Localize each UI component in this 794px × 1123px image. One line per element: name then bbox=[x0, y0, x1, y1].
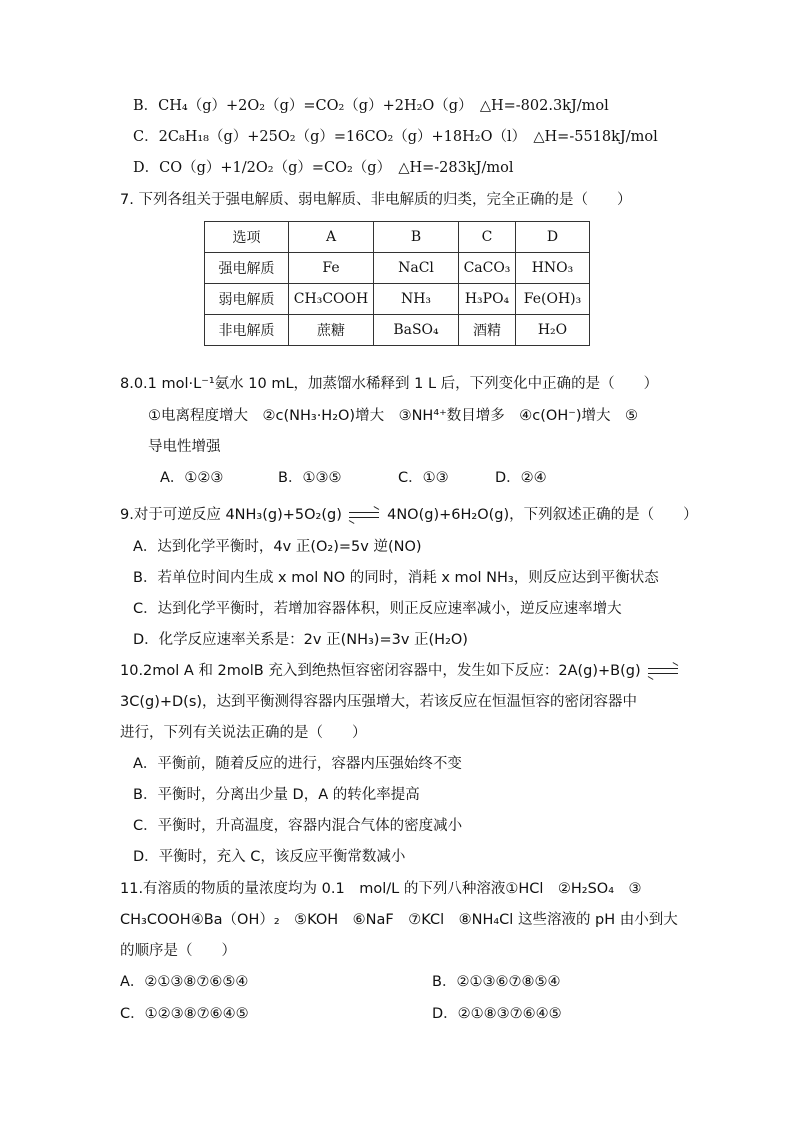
q8-stem: 8.0.1 mol·L⁻¹氨水 10 mL，加蒸馏水稀释到 1 L 后，下列变化中正确的是（ ） bbox=[120, 376, 659, 392]
q11-line3: 的顺序是（ ） bbox=[120, 943, 236, 959]
table-cell: 非电解质 bbox=[205, 315, 289, 346]
table-header-cell: D bbox=[516, 222, 590, 253]
q10-option-a: A．平衡前，随着反应的进行，容器内压强始终不变 bbox=[133, 756, 462, 772]
table-cell: 强电解质 bbox=[205, 253, 289, 284]
table-cell: Fe bbox=[289, 253, 374, 284]
table-cell: HNO₃ bbox=[516, 253, 590, 284]
table-header-cell: A bbox=[289, 222, 374, 253]
table-cell: CaCO₃ bbox=[459, 253, 516, 284]
q9-stem bbox=[120, 505, 698, 525]
q8-items-line2: 导电性增强 bbox=[148, 439, 221, 455]
q10-option-c: C．平衡时，升高温度，容器内混合气体的密度减小 bbox=[133, 818, 463, 834]
table-row bbox=[205, 253, 590, 284]
q9-option-c: C．达到化学平衡时，若增加容器体积，则正反应速率减小，逆反应速率增大 bbox=[133, 601, 622, 617]
q8-option-b: B．①③⑤ bbox=[278, 470, 342, 486]
q11-option-b: B．②①③⑥⑦⑧⑤④ bbox=[432, 974, 561, 990]
q9-stem-reactants: 9.对于可逆反应 4NH₃(g)+5O₂(g) bbox=[120, 507, 342, 523]
q7-stem: 7. 下列各组关于强电解质、弱电解质、非电解质的归类，完全正确的是（ ） bbox=[120, 192, 632, 208]
q11-option-a: A．②①③⑧⑦⑥⑤④ bbox=[120, 974, 249, 990]
table-cell: 蔗糖 bbox=[289, 315, 374, 346]
table-cell: NaCl bbox=[374, 253, 459, 284]
q9-option-a: A．达到化学平衡时，4v 正(O₂)=5v 逆(NO) bbox=[133, 539, 422, 555]
q8-items-line1: ①电离程度增大 ②c(NH₃·H₂O)增大 ③NH⁴⁺数目增多 ④c(OH⁻)增大 ⑤ bbox=[148, 408, 639, 424]
q10-line1 bbox=[120, 661, 681, 681]
q8-option-d: D．②④ bbox=[495, 470, 547, 486]
q9-option-d: D．化学反应速率关系是：2v 正(NH₃)=3v 正(H₂O) bbox=[133, 632, 468, 648]
equilibrium-arrow-icon bbox=[349, 510, 379, 520]
q9-option-b: B．若单位时间内生成 x mol NO 的同时，消耗 x mol NH₃，则反应达到平衡状态 bbox=[133, 570, 659, 586]
q11-line2: CH₃COOH④Ba（OH）₂ ⑤KOH ⑥NaF ⑦KCl ⑧NH₄Cl 这些溶液的 pH 由小到大 bbox=[120, 912, 678, 928]
q11-option-c: C．①②③⑧⑦⑥④⑤ bbox=[120, 1006, 249, 1022]
table-cell: 酒精 bbox=[459, 315, 516, 346]
table-cell: BaSO₄ bbox=[374, 315, 459, 346]
electrolyte-table bbox=[204, 221, 590, 346]
table-cell: H₂O bbox=[516, 315, 590, 346]
q6-option-c: C．2C₈H₁₈（g）+25O₂（g）=16CO₂（g）+18H₂O（l） △H=-5518kJ/mol bbox=[133, 129, 658, 145]
table-cell: 弱电解质 bbox=[205, 284, 289, 315]
q6-option-d: D．CO（g）+1/2O₂（g）=CO₂（g） △H=-283kJ/mol bbox=[133, 160, 514, 176]
q11-line1: 11.有溶质的物质的量浓度均为 0.1 mol/L 的下列八种溶液①HCl ②H₂SO₄ ③ bbox=[120, 881, 642, 897]
q10-line3: 进行，下列有关说法正确的是（ ） bbox=[120, 725, 367, 741]
q8-option-c: C．①③ bbox=[398, 470, 449, 486]
table-row bbox=[205, 315, 590, 346]
q10-option-b: B．平衡时，分离出少量 D，A 的转化率提高 bbox=[133, 787, 420, 803]
table-cell: H₃PO₄ bbox=[459, 284, 516, 315]
equilibrium-arrow-icon bbox=[648, 666, 678, 676]
q11-option-d: D．②①⑧③⑦⑥④⑤ bbox=[432, 1006, 562, 1022]
table-cell: CH₃COOH bbox=[289, 284, 374, 315]
q10-line2: 3C(g)+D(s)，达到平衡测得容器内压强增大，若该反应在恒温恒容的密闭容器中 bbox=[120, 694, 638, 710]
q10-option-d: D．平衡时，充入 C，该反应平衡常数减小 bbox=[133, 849, 406, 865]
q8-option-a: A．①②③ bbox=[160, 470, 224, 486]
q10-line1-text: 10.2mol A 和 2molB 充入到绝热恒容密闭容器中，发生如下反应：2A(g)+B(g) bbox=[120, 663, 641, 679]
table-cell: Fe(OH)₃ bbox=[516, 284, 590, 315]
table-row bbox=[205, 284, 590, 315]
table-header-cell: B bbox=[374, 222, 459, 253]
table-header-cell: 选项 bbox=[205, 222, 289, 253]
table-header-cell: C bbox=[459, 222, 516, 253]
q9-stem-products: 4NO(g)+6H₂O(g)，下列叙述正确的是（ ） bbox=[387, 507, 698, 523]
q6-option-b: B．CH₄（g）+2O₂（g）=CO₂（g）+2H₂O（g） △H=-802.3kJ/mol bbox=[133, 98, 609, 114]
table-header-row bbox=[205, 222, 590, 253]
table-cell: NH₃ bbox=[374, 284, 459, 315]
